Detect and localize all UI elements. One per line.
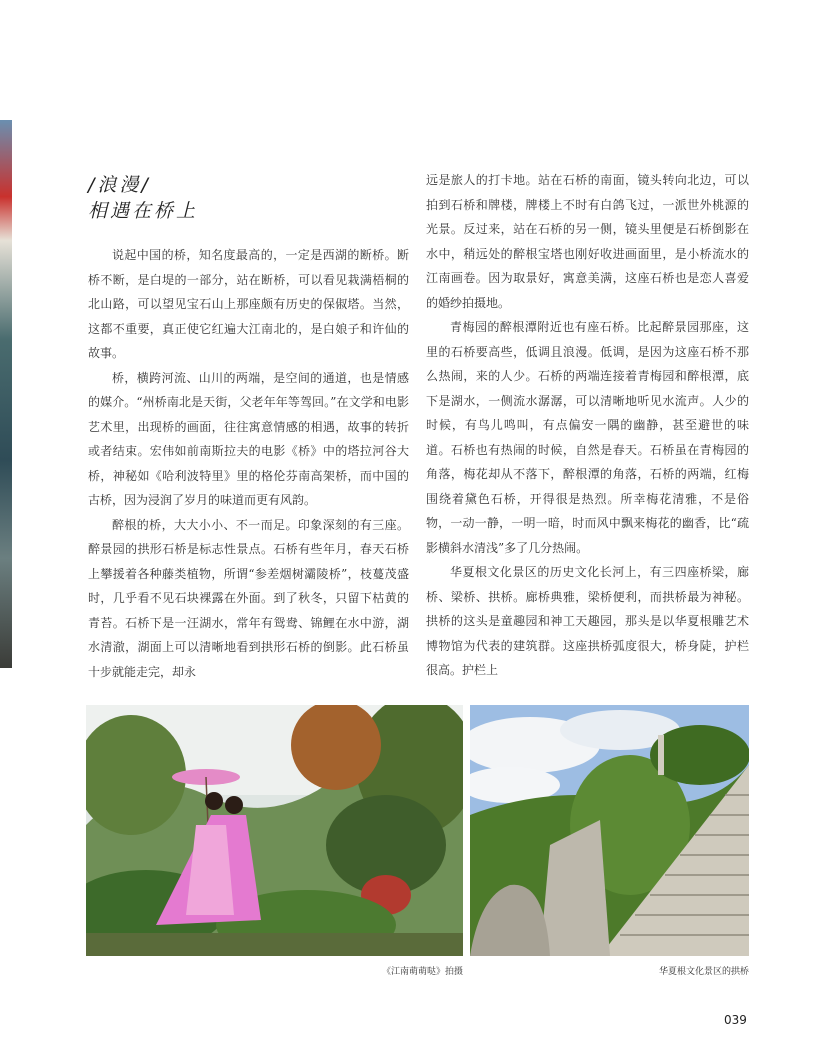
paragraph: 桥，横跨河流、山川的两端，是空间的通道，也是情感的媒介。“州桥南北是天街，父老年年等驾回。”在文学和电影艺术里，出现桥的画面，往往寓意情感的相遇，故事的转折或者结束。宏伟如前南斯拉夫的电影《桥》中的塔拉河谷大桥，神秘如《哈利波特里》里的格伦芬南高架桥，而中国的古桥，因为浸润了岁月的味道而更有风韵。 xyxy=(88,370,409,507)
section-title xyxy=(88,172,198,224)
arch-bridge-steps-photo xyxy=(470,705,749,956)
left-photo-caption: 《江南萌萌哒》拍摄 xyxy=(381,967,463,977)
page-number: 039 xyxy=(724,1013,747,1027)
section-title-line2: 相遇在桥上 xyxy=(88,200,199,222)
paragraph: 远是旅人的打卡地。站在石桥的南面，镜头转向北边，可以拍到石桥和牌楼，牌楼上不时有白鸽飞过，一派世外桃源的光景。反过来，站在石桥的另一侧，镜头里便是石桥倒影在水中，稍远处的醉根宝塔也刚好收进画面里，是小桥流水的江南画卷。因为取景好，寓意美满，这座石桥也是恋人喜爱的婚纱拍摄地。 xyxy=(426,173,749,310)
left-edge-photo-strip xyxy=(0,120,12,668)
paragraph: 醉根的桥，大大小小、不一而足。印象深刻的有三座。醉景园的拱形石桥是标志性景点。石桥有些年月，春天石桥上攀援着各种藤类植物，所谓“参差烟树灞陵桥”，枝蔓茂盛时，几乎看不见石块裸露在外面。到了秋冬，只留下枯黄的青苔。石桥下是一汪湖水，常年有鸳鸯、锦鲤在水中游，湖水清澈，湖面上可以清晰地看到拱形石桥的倒影。此石桥虽十步就能走完，却永 xyxy=(88,517,409,679)
paragraph: 青梅园的醉根潭附近也有座石桥。比起醉景园那座，这里的石桥要高些，低调且浪漫。低调，是因为这座石桥不那么热闹，来的人少。石桥的两端连接着青梅园和醉根潭，底下是湖水，一侧流水潺潺，可以清晰地听见水流声。人少的时候，有鸟儿鸣叫，有点偏安一隅的幽静，甚至避世的味道。石桥也有热闹的时候，自然是春天。石桥虽在青梅园的角落，梅花却从不落下，醉根潭的角落，石桥的两端，红梅围绕着黛色石桥，开得很是热烈。所幸梅花清雅，不是俗物，一动一静，一明一暗，时而风中飘来梅花的幽香，比“疏影横斜水清浅”多了几分热闹。 xyxy=(426,320,749,555)
right-photo-caption: 华夏根文化景区的拱桥 xyxy=(658,967,749,977)
left-text-column xyxy=(88,243,409,684)
section-title-line1: /浪漫/ xyxy=(88,174,151,196)
paragraph: 华夏根文化景区的历史文化长河上，有三四座桥梁，廊桥、梁桥、拱桥。廊桥典雅，梁桥便利，而拱桥最为神秘。拱桥的这头是童趣园和神工天趣园，那头是以华夏根雕艺术博物馆为代表的建筑群。这座拱桥弧度很大，桥身陡，护栏很高。护栏上 xyxy=(426,565,749,677)
paragraph: 说起中国的桥，知名度最高的，一定是西湖的断桥。断桥不断，是白堤的一部分，站在断桥，可以看见栽满梧桐的北山路，可以望见宝石山上那座颇有历史的保俶塔。当然，这都不重要，真正使它红遍大江南北的，是白娘子和许仙的故事。 xyxy=(88,248,409,360)
girls-with-umbrella-photo xyxy=(86,705,463,956)
right-text-column xyxy=(426,168,749,683)
